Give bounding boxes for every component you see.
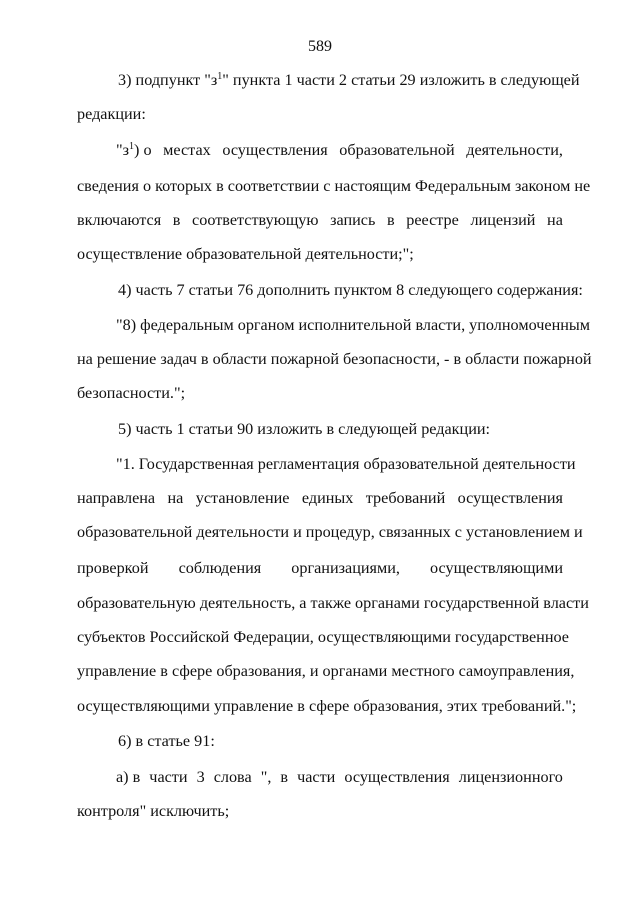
- item5-line6: образовательную деятельность, а также органами государственной власти: [77, 594, 589, 612]
- item5-line3-word: на: [167, 489, 184, 507]
- item6-sub-a-word: 3: [196, 768, 205, 786]
- item6-sub-a-word: в: [280, 768, 289, 786]
- item5-line3-word: установление: [195, 489, 290, 507]
- item3-line5-word: в: [386, 211, 395, 229]
- page-number: 589: [308, 38, 332, 55]
- item5-line8: управление в сфере образования, и органами местного самоуправления,: [77, 662, 575, 680]
- item6-sub-a-word: слова: [213, 768, 252, 786]
- item4-line4: безопасности.";: [77, 384, 186, 402]
- item5-line5-word: соблюдения: [178, 559, 262, 577]
- item6-line1: 6) в статье 91:: [118, 732, 215, 750]
- item3-line5-word: на: [547, 211, 563, 229]
- item4-line3: на решение задач в области пожарной безопасности, - в области пожарной: [77, 350, 592, 368]
- item3-line5-word: лицензий: [470, 211, 536, 229]
- item5-line3-word: требований: [365, 489, 446, 507]
- item6-sub-a-word: ",: [260, 768, 272, 786]
- item3-quote-word-1: местах: [163, 141, 211, 159]
- item5-line2: "1. Государственная регламентация образовательной деятельности: [116, 455, 576, 473]
- item5-line5-word: проверкой: [77, 559, 149, 577]
- item3-line5-word: в: [172, 211, 181, 229]
- item6-sub-a-line1: [116, 767, 563, 787]
- item3-line5: [77, 210, 563, 230]
- item5-line4: образовательной деятельности и процедур, связанных с установлением и: [77, 523, 583, 541]
- item3-line4: сведения о которых в соответствии с настоящим Федеральным законом не: [77, 177, 591, 195]
- item3-line1-sup: 1: [217, 71, 223, 82]
- item3-line1-text-b: " пункта 1 части 2 статьи 29 изложить в следующей: [222, 71, 580, 89]
- item5-line3-word: осуществления: [457, 489, 563, 507]
- item3-line1-text-a: 3) подпункт "з: [118, 71, 218, 89]
- item5-line1: 5) часть 1 статьи 90 изложить в следующей редакции:: [118, 420, 491, 438]
- item6-sub-a-line2: контроля" исключить;: [77, 802, 230, 820]
- item5-line5-word: осуществляющими: [430, 559, 563, 577]
- item4-line2: "8) федеральным органом исполнительной власти, уполномоченным: [116, 316, 591, 334]
- item3-line5-word: запись: [330, 211, 376, 229]
- item3-quote-word-2: осуществления: [222, 141, 328, 159]
- item5-line3: [77, 488, 563, 508]
- item3-quote-word-0: "$з^1$) о: [116, 141, 152, 159]
- item5-line9: осуществляющими управление в сфере образования, этих требований.";: [77, 697, 577, 715]
- item3-line6: осуществление образовательной деятельности;";: [77, 245, 414, 263]
- item5-line3-word: направлена: [77, 489, 156, 507]
- item3-quote-line: [116, 140, 563, 160]
- item6-sub-a-word: части: [149, 768, 188, 786]
- item6-sub-a-word: а) в: [116, 768, 141, 786]
- item6-sub-a-word: части: [297, 768, 336, 786]
- item6-sub-a-word: лицензионного: [458, 768, 563, 786]
- item5-line3-word: единых: [301, 489, 354, 507]
- item3-line5-word: включаются: [77, 211, 162, 229]
- item5-line5-word: организациями,: [291, 559, 400, 577]
- item3-quote-word-3: образовательной: [339, 141, 455, 159]
- item3-line1: [118, 70, 580, 90]
- item4-line1: 4) часть 7 статьи 76 дополнить пунктом 8 следующего содержания:: [118, 281, 583, 299]
- item6-sub-a-word: осуществления: [344, 768, 450, 786]
- item5-line5: [77, 558, 563, 578]
- item5-line7: субъектов Российской Федерации, осуществляющими государственное: [77, 628, 569, 646]
- item3-line5-word: соответствующую: [192, 211, 319, 229]
- item3-line2: редакции:: [77, 105, 146, 123]
- item3-line5-word: реестре: [406, 211, 459, 229]
- item3-quote-word-4: деятельности,: [466, 141, 563, 159]
